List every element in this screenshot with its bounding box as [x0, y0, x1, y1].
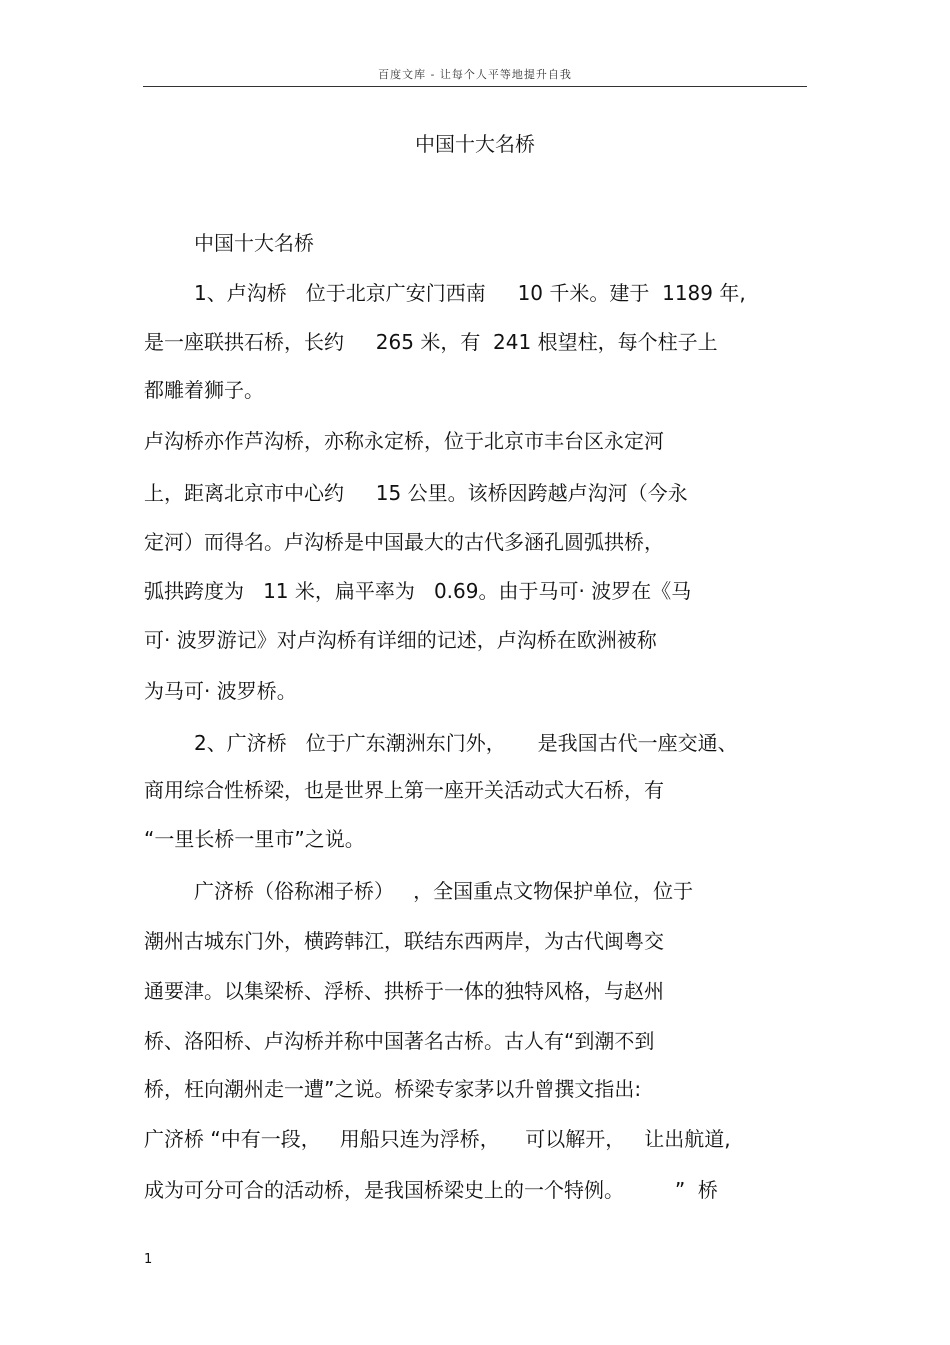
text-line: 广济桥（俗称湘子桥） ，全国重点文物保护单位，位于 [194, 879, 694, 903]
text-line: 是一座联拱石桥，长约 265 米，有 241 根望柱，每个柱子上 [144, 330, 718, 354]
text-line: 桥、洛阳桥、卢沟桥并称中国著名古桥。古人有“到潮不到 [144, 1029, 655, 1053]
text-line: 为马可· 波罗桥。 [144, 679, 297, 703]
text-line: 通要津。以集梁桥、浮桥、拱桥于一体的独特风格，与赵州 [144, 979, 664, 1003]
text-line: 潮州古城东门外，横跨韩江，联结东西两岸，为古代闽粤交 [144, 929, 664, 953]
document-title: 中国十大名桥 [415, 132, 535, 156]
text-line: 成为可分可合的活动桥，是我国桥梁史上的一个特例。 ” 桥 [144, 1178, 718, 1202]
text-line: 广济桥 “中有一段， 用船只连为浮桥， 可以解开， 让出航道, [144, 1127, 731, 1151]
text-line: 可· 波罗游记》对卢沟桥有详细的记述，卢沟桥在欧洲被称 [144, 628, 657, 652]
text-line: 卢沟桥亦作芦沟桥，亦称永定桥，位于北京市丰台区永定河 [144, 429, 664, 453]
text-line: 上，距离北京市中心约 15 公里。该桥因跨越卢沟河（今永 [144, 481, 688, 505]
header-rule [143, 86, 807, 87]
page-number: 1 [144, 1252, 153, 1267]
text-line: 定河）而得名。卢沟桥是中国最大的古代多涵孔圆弧拱桥， [144, 530, 664, 554]
page-header: 百度文库 - 让每个人平等地提升自我 [378, 68, 572, 81]
text-line: 都雕着狮子。 [144, 378, 264, 402]
text-line: 1、卢沟桥 位于北京广安门西南 10 千米。建于 1189 年, [194, 281, 746, 305]
text-line: 弧拱跨度为 11 米，扁平率为 0.69。由于马可· 波罗在《马 [144, 579, 692, 603]
text-line: 商用综合性桥梁，也是世界上第一座开关活动式大石桥，有 [144, 778, 664, 802]
text-line: 中国十大名桥 [194, 231, 314, 255]
text-line: “一里长桥一里市”之说。 [144, 827, 365, 851]
text-line: 2、广济桥 位于广东潮洲东门外， 是我国古代一座交通、 [194, 731, 738, 755]
text-line: 桥，枉向潮州走一遭”之说。桥梁专家茅以升曾撰文指出: [144, 1077, 642, 1101]
